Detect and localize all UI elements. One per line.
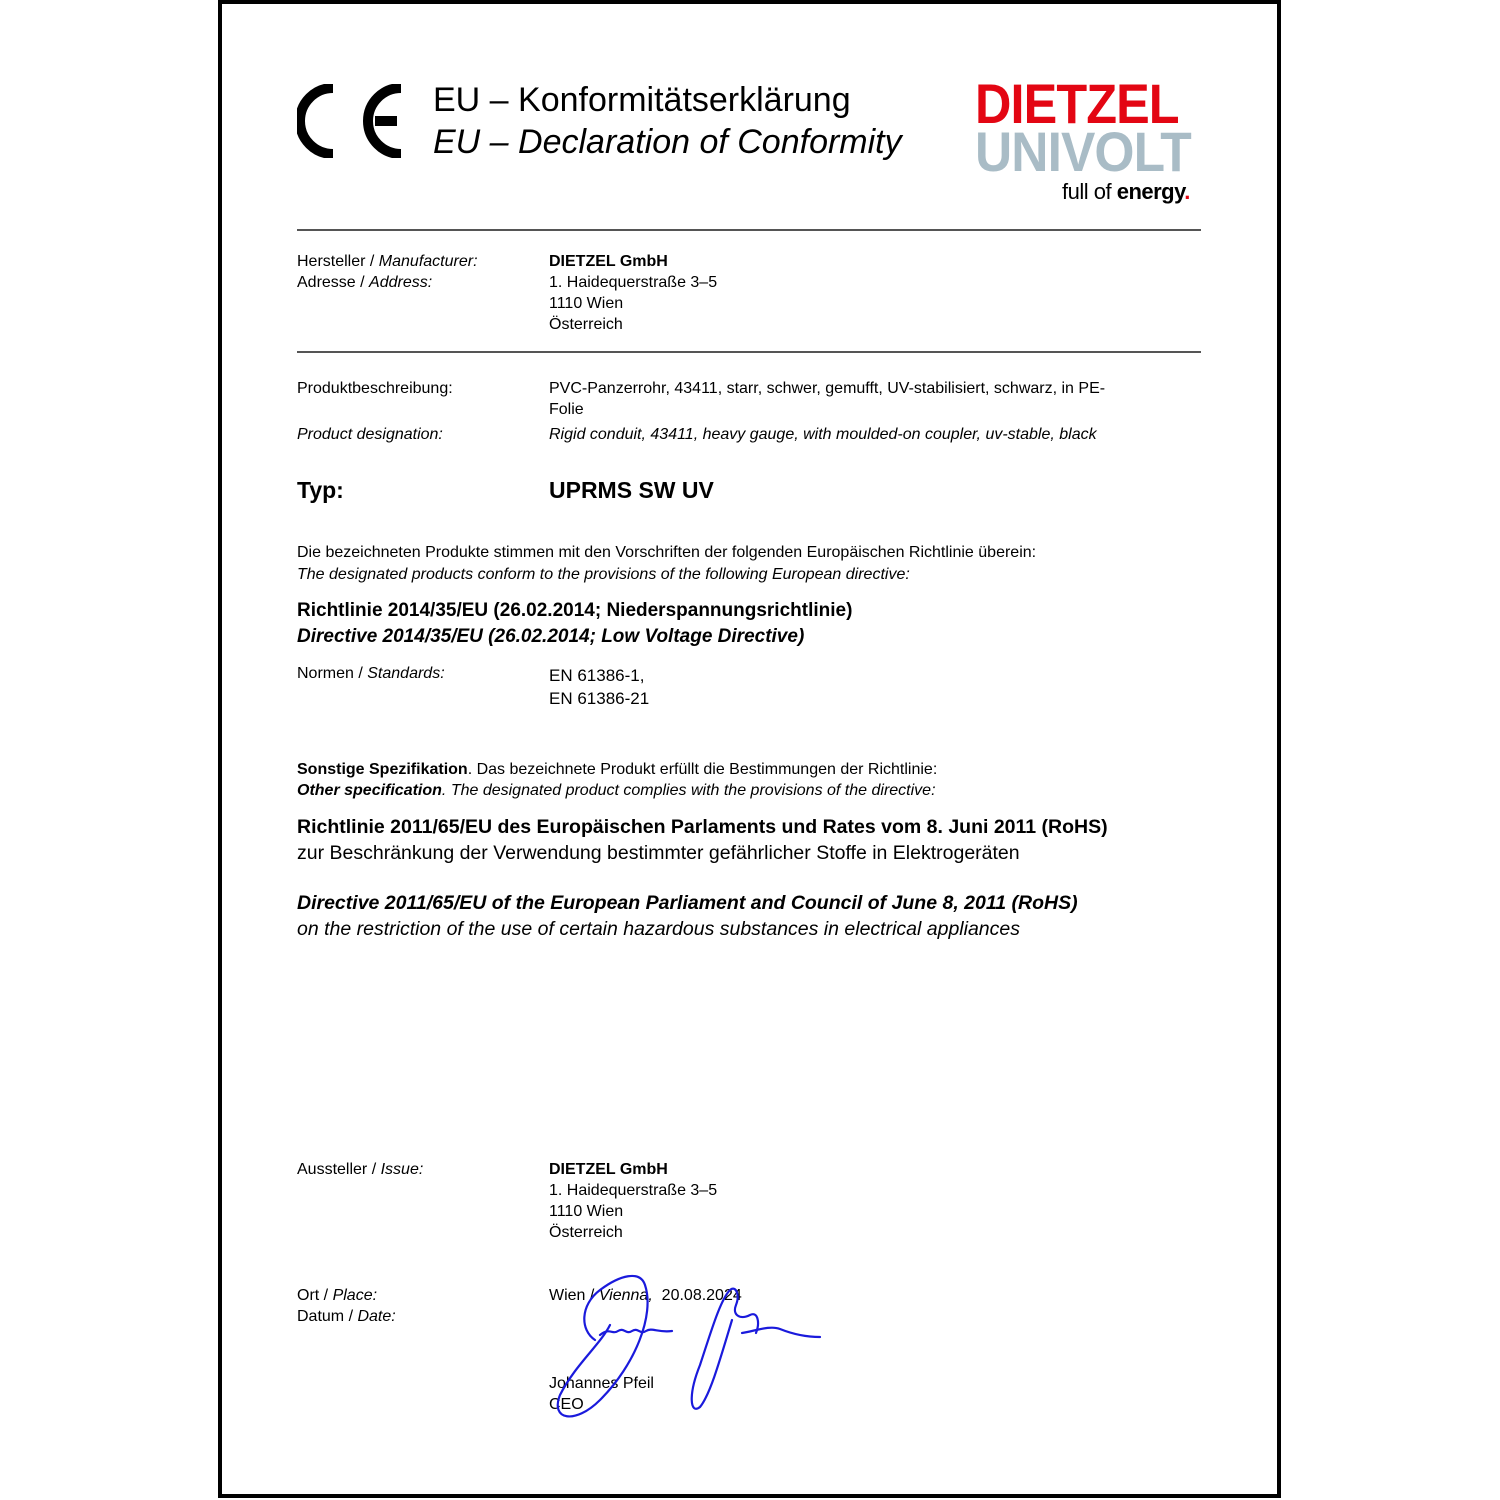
other-spec-en (297, 780, 936, 801)
rohs-subtitle-de: zur Beschränkung der Verwendung bestimmter gefährlicher Stoffe in Elektrogeräten (297, 842, 1020, 864)
manufacturer-country: Österreich (549, 316, 623, 333)
product-description-line1: PVC-Panzerrohr, 43411, starr, schwer, gemufft, UV-stabilisiert, schwarz, in PE- (549, 380, 1106, 397)
issuer-name: DIETZEL GmbH (549, 1161, 668, 1178)
directive-lvd-en: Directive 2014/35/EU (26.02.2014; Low Voltage Directive) (297, 626, 805, 647)
logo-univolt: UNIVOLT (975, 120, 1191, 183)
other-spec-de (297, 759, 937, 780)
address-label (297, 272, 432, 293)
title-german: EU – Konformitätserklärung (433, 81, 851, 119)
address-label-de: Adresse / (297, 274, 370, 291)
standards-label (297, 663, 445, 684)
other-spec-text-en: . The designated product complies with the provisions of the directive: (441, 782, 936, 799)
place-label-de: Ort / (297, 1287, 333, 1304)
manufacturer-city: 1110 Wien (549, 295, 624, 312)
other-spec-heading-de: Sonstige Spezifikation (297, 761, 468, 778)
tagline-bold: energy (1116, 179, 1185, 204)
manufacturer-label-en: Manufacturer: (378, 253, 478, 270)
conformity-intro-en: The designated products conform to the provisions of the following European directive: (297, 566, 910, 583)
ce-mark-icon (297, 84, 407, 158)
issuer-label-en: Issue: (380, 1161, 424, 1178)
manufacturer-name: DIETZEL GmbH (549, 253, 668, 270)
issuer-country: Österreich (549, 1224, 623, 1241)
address-label-en: Address: (369, 274, 433, 291)
issue-date: 20.08.2024 (661, 1287, 742, 1304)
manufacturer-label-de: Hersteller / (297, 253, 379, 270)
conformity-intro-de: Die bezeichneten Produkte stimmen mit den Vorschriften der folgenden Europäischen Richtlinie überein: (297, 544, 1037, 561)
date-label-de: Datum / (297, 1308, 358, 1325)
standard-2: EN 61386-21 (549, 689, 650, 708)
signature-icon (540, 1265, 830, 1425)
date-label-en: Date: (357, 1308, 396, 1325)
rohs-title-en: Directive 2011/65/EU of the European Parliament and Council of June 8, 2011 (RoHS) (297, 892, 1078, 914)
type-value: UPRMS SW UV (549, 477, 714, 503)
product-description-line2: Folie (549, 401, 584, 418)
issuer-city: 1110 Wien (549, 1203, 624, 1220)
tagline-dot: . (1184, 179, 1190, 204)
other-spec-text-de: . Das bezeichnete Produkt erfüllt die Bestimmungen der Richtlinie: (467, 761, 938, 778)
issuer-label-de: Aussteller / (297, 1161, 381, 1178)
rohs-title-de: Richtlinie 2011/65/EU des Europäischen Parlaments und Rates vom 8. Juni 2011 (RoHS) (297, 816, 1108, 838)
date-label (297, 1306, 396, 1327)
divider-top (297, 229, 1201, 231)
directive-lvd-de: Richtlinie 2014/35/EU (26.02.2014; Niederspannungsrichtlinie) (297, 600, 853, 621)
manufacturer-street: 1. Haidequerstraße 3–5 (549, 274, 718, 291)
issuer-label (297, 1159, 423, 1180)
divider-middle (297, 351, 1201, 353)
signer-title: CEO (549, 1396, 584, 1413)
product-designation-label: Product designation: (297, 426, 443, 443)
product-designation: Rigid conduit, 43411, heavy gauge, with moulded-on coupler, uv-stable, black (549, 426, 1097, 443)
product-description-label: Produktbeschreibung: (297, 380, 453, 397)
issuer-street: 1. Haidequerstraße 3–5 (549, 1182, 718, 1199)
place-en: Vienna, (598, 1287, 653, 1304)
standards-label-de: Normen / (297, 665, 368, 682)
logo-tagline (1062, 178, 1190, 206)
place-de: Wien / (549, 1287, 599, 1304)
standards-label-en: Standards: (367, 665, 445, 682)
place-label (297, 1285, 377, 1306)
title-english: EU – Declaration of Conformity (433, 123, 902, 161)
signer-name: Johannes Pfeil (549, 1375, 654, 1392)
tagline-light: full of (1062, 179, 1117, 204)
rohs-subtitle-en: on the restriction of the use of certain hazardous substances in electrical appliances (297, 918, 1020, 940)
logo-dietzel: DIETZEL (975, 72, 1179, 135)
other-spec-heading-en: Other specification (297, 782, 442, 799)
manufacturer-label (297, 251, 478, 272)
type-label: Typ: (297, 477, 344, 503)
place-label-en: Place: (332, 1287, 378, 1304)
standard-1: EN 61386-1, (549, 666, 645, 685)
